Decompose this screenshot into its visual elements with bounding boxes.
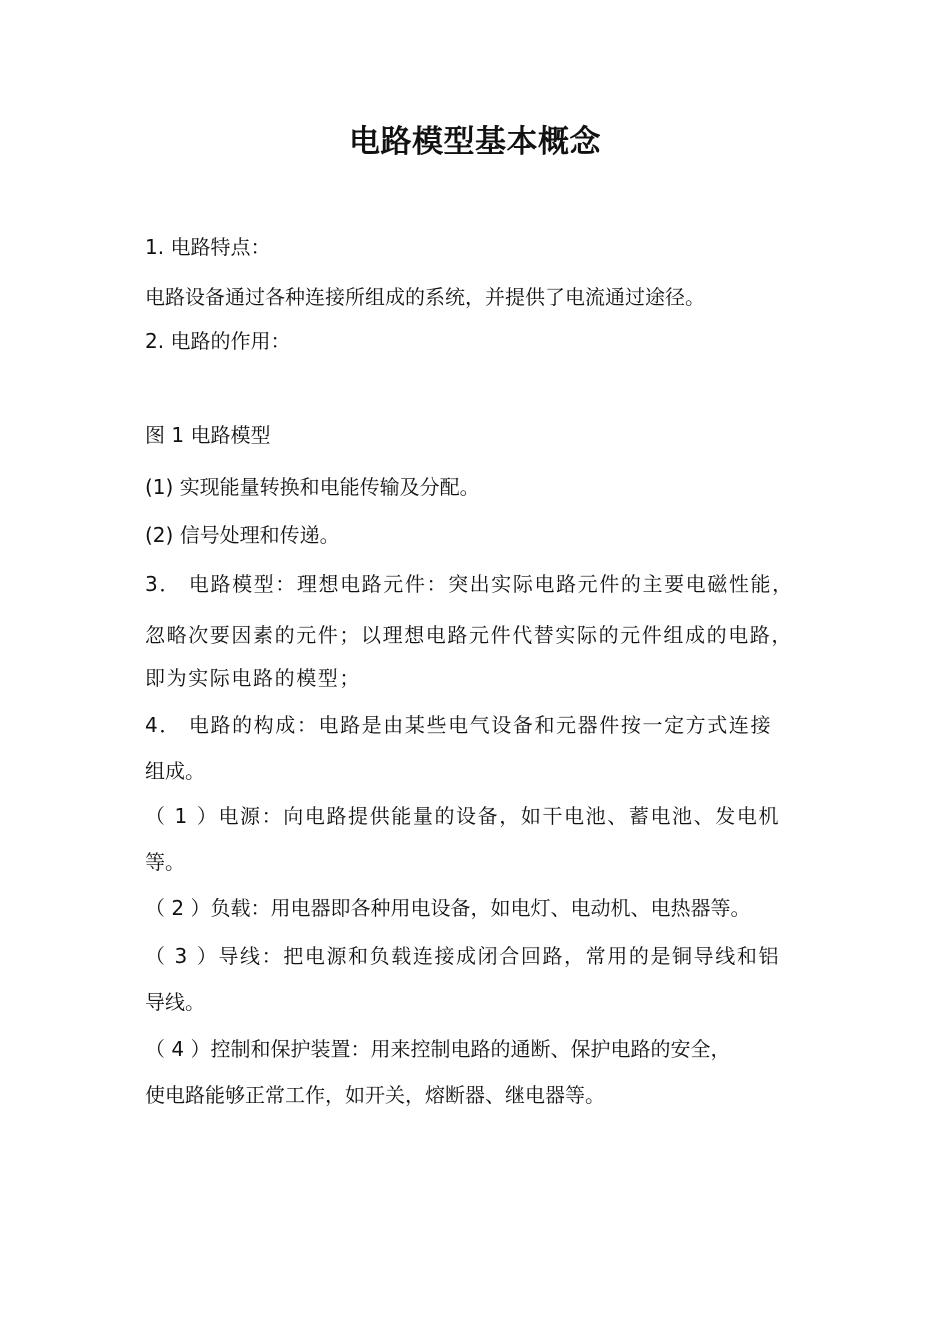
list-item: (2) 信号处理和传递。 [145, 523, 340, 547]
list-item-control-protection: （ 4 ）控制和保护装置：用来控制电路的通断、保护电路的安全， [145, 1037, 731, 1061]
list-item-load: （ 2 ）负载：用电器即各种用电设备，如电灯、电动机、电热器等。 [145, 896, 751, 920]
section-heading-circuit-function: 2. 电路的作用： [145, 329, 291, 353]
paragraph-line: 电路设备通过各种连接所组成的系统，并提供了电流通过途径。 [145, 285, 705, 309]
paragraph-line: 即为实际电路的模型； [145, 666, 361, 690]
paragraph-line: 导线。 [145, 990, 205, 1014]
list-item: (1) 实现能量转换和电能传输及分配。 [145, 475, 480, 499]
paragraph-line: 组成。 [145, 759, 205, 783]
section-heading-circuit-model: 3． 电路模型：理想电路元件：突出实际电路元件的主要电磁性能， [145, 572, 794, 596]
section-heading-circuit-features: 1. 电路特点： [145, 235, 271, 259]
figure-caption: 图 1 电路模型 [145, 423, 271, 447]
document-title: 电路模型基本概念 [349, 124, 601, 160]
list-item-wire: （ 3 ）导线：把电源和负载连接成闭合回路，常用的是铜导线和铝 [145, 944, 781, 968]
paragraph-line: 使电路能够正常工作，如开关，熔断器、继电器等。 [145, 1083, 605, 1107]
paragraph-line: 忽略次要因素的元件；以理想电路元件代替实际的元件组成的电路， [145, 623, 793, 647]
list-item-power-source: （ 1 ）电源：向电路提供能量的设备，如干电池、蓄电池、发电机 [145, 804, 781, 828]
paragraph-line: 等。 [145, 850, 185, 874]
section-heading-circuit-composition: 4． 电路的构成：电路是由某些电气设备和元器件按一定方式连接 [145, 713, 773, 737]
